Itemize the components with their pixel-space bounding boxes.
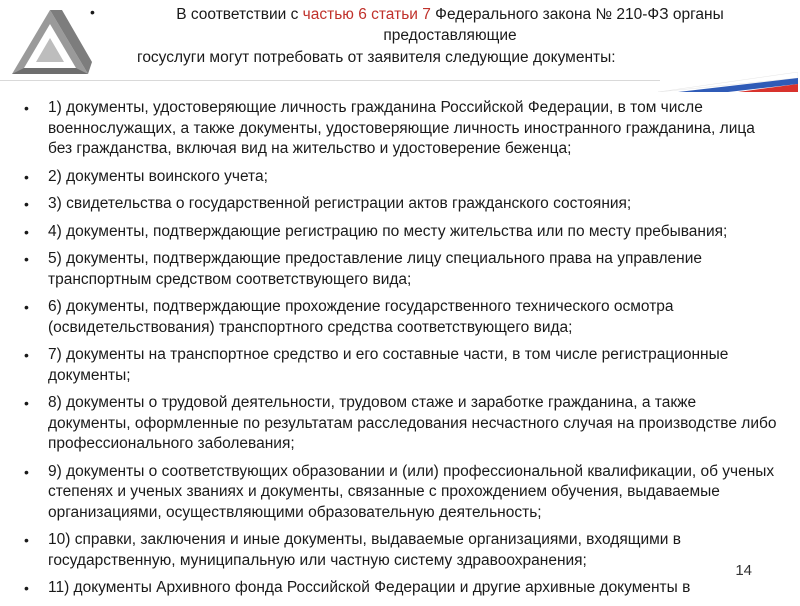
list-item-text: 3) свидетельства о государственной регистрации актов гражданского состояния;: [48, 195, 632, 212]
list-bullet: •: [24, 223, 29, 240]
header-line-1: [105, 4, 795, 25]
list-item-text: 6) документы, подтверждающие прохождение государственного технического осмотра (освидетельствования) транспортного средства соответствующего вида;: [48, 298, 674, 336]
list-item: [0, 345, 800, 386]
list-bullet: •: [24, 168, 29, 185]
list-item: [0, 249, 800, 290]
header-line-1-post: Федерального закона № 210-ФЗ органы: [430, 6, 724, 23]
page-number: 14: [735, 562, 752, 579]
list-item: [0, 98, 800, 160]
list-item: [0, 167, 800, 188]
list-item: [0, 222, 800, 243]
header-bullet: •: [90, 4, 95, 20]
list-bullet: •: [24, 196, 29, 212]
list-item: [0, 194, 800, 215]
slide-header: [105, 4, 795, 68]
list-item: [0, 530, 800, 571]
list-item-text: 8) документы о трудовой деятельности, трудовом стаже и заработке гражданина, а также документы, оформленные по результатам расследования несчастного случая на производстве либо профессионального заболевания;: [48, 394, 777, 452]
list-item-text: 7) документы на транспортное средство и его составные части, в том числе регистрационные документы;: [48, 346, 729, 384]
list-item: [0, 297, 800, 338]
list-item: [0, 578, 800, 599]
header-line-1-pre: В соответствии с: [176, 6, 303, 23]
list-item: [0, 393, 800, 455]
document-list: [0, 98, 800, 606]
list-bullet: •: [24, 580, 29, 596]
list-bullet: •: [24, 347, 29, 363]
flag-stripe-decoration: [658, 72, 798, 92]
list-item-text: 5) документы, подтверждающие предоставление лицу специального права на управление транспортным средством соответствующего вида;: [48, 250, 702, 288]
list-bullet: •: [24, 299, 29, 315]
list-item-text: 9) документы о соответствующих образовании и (или) профессиональной квалификации, об ученых степенях и ученых званиях и документы, связанные с прохождением обучения, выдаваемые организациями, осуществляющими образовательную деятельность;: [48, 462, 775, 521]
list-bullet: •: [24, 395, 29, 411]
list-item: [0, 462, 800, 524]
list-bullet: •: [24, 251, 29, 267]
header-line-3: госуслуги могут потребовать от заявителя следующие документы:: [137, 49, 616, 66]
list-item-text: 1) документы, удостоверяющие личность гражданина Российской Федерации, в том числе военнослужащих, а также документы, удостоверяющие личность иностранного гражданина, лица без гражданства, включая вид на жительство и удостоверение беженца;: [48, 99, 755, 157]
list-bullet: •: [24, 532, 29, 548]
logo-icon: [8, 6, 92, 78]
header-line-2: предоставляющие: [383, 27, 517, 44]
list-bullet: •: [24, 463, 29, 480]
law-reference-link: частью 6 статьи 7: [302, 6, 431, 23]
list-item-text: 4) документы, подтверждающие регистрацию по месту жительства или по месту пребывания;: [48, 222, 728, 240]
list-bullet: •: [24, 100, 29, 116]
header-divider: [0, 80, 660, 81]
list-item-text: 11) документы Архивного фонда Российской Федерации и другие архивные документы в: [48, 579, 691, 596]
list-item-text: 2) документы воинского учета;: [48, 167, 268, 185]
list-item-text: 10) справки, заключения и иные документы, выдаваемые организациями, входящими в государственную, муниципальную или частную систему здравоохранения;: [48, 531, 681, 569]
